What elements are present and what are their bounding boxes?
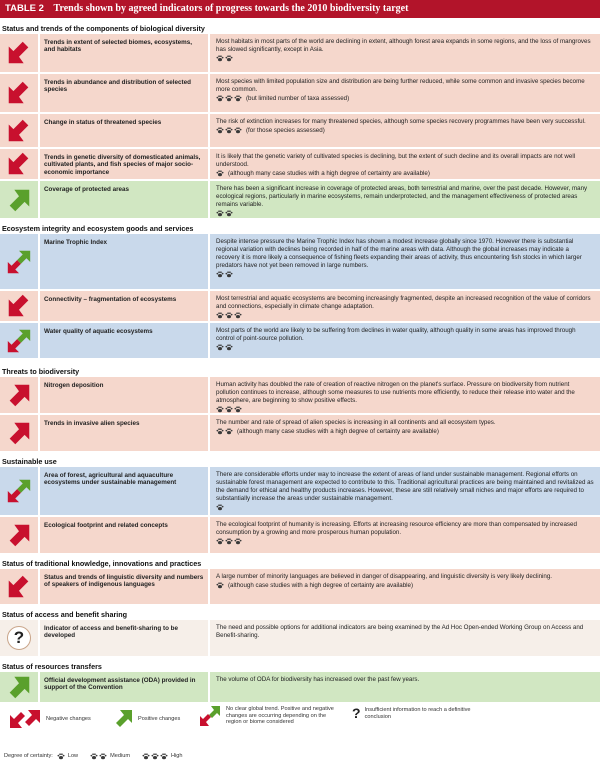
indicator-name: Ecological footprint and related concepts — [40, 517, 208, 553]
table-row — [0, 181, 600, 218]
certainty-paw-icon — [225, 406, 233, 413]
certainty-note: (for those species assessed) — [246, 127, 325, 135]
certainty-paw-icon — [216, 428, 224, 435]
certainty-indicator — [216, 170, 430, 178]
certainty-note: (although many case studies with a high degree of certainty are available) — [237, 428, 439, 436]
certainty-paw-icon — [225, 95, 233, 102]
indicator-name: Marine Trophic Index — [40, 234, 208, 289]
indicator-description — [210, 415, 600, 451]
certainty-paw-icon — [225, 210, 233, 217]
certainty-paw-icon — [160, 753, 168, 760]
negative-trend-icon — [5, 117, 33, 145]
description-text: It is likely that the genetic variety of cultivated species is declining, but the extent of such decline and its overall impacts are not well understood. — [216, 153, 576, 169]
certainty-paw-icon — [234, 95, 242, 102]
indicator-description — [210, 74, 600, 112]
trend-cell — [0, 467, 38, 515]
section-heading: Threats to biodiversity — [2, 367, 80, 376]
description-text: Most habitats in most parts of the world are declining in extent, although forest area expands in some regions, and the loss of mangroves has slowed significantly, except in Asia. — [216, 38, 591, 54]
certainty-indicator — [216, 538, 243, 546]
indicator-name: Trends in genetic diversity of domesticated animals, cultivated plants, and fish species of major socio-economic importance — [40, 149, 208, 179]
negative-trend-icon — [5, 573, 33, 601]
indicator-name: Official development assistance (ODA) provided in support of the Convention — [40, 672, 208, 702]
certainty-indicator — [216, 504, 225, 512]
certainty-indicator — [216, 428, 439, 436]
certainty-paw-icon — [234, 406, 242, 413]
certainty-paw-icon — [234, 538, 242, 545]
certainty-paw-icon — [90, 753, 98, 760]
table-row — [0, 569, 600, 604]
table-row — [0, 74, 600, 112]
trend-cell — [0, 620, 38, 656]
certainty-indicator — [216, 271, 234, 279]
certainty-paw-icon — [225, 312, 233, 319]
legend-negative: Negative changes — [8, 708, 91, 730]
section-heading: Status of traditional knowledge, innovations and practices — [2, 559, 202, 568]
negative-trend-icon — [5, 150, 33, 178]
trend-cell — [0, 377, 38, 413]
indicator-description — [210, 34, 600, 72]
table-row — [0, 620, 600, 656]
trend-cell — [0, 672, 38, 702]
table-row — [0, 291, 600, 321]
trend-cell — [0, 234, 38, 289]
indicator-description — [210, 149, 600, 179]
negative-trend-icon — [5, 419, 33, 447]
certainty-paw-icon — [234, 127, 242, 134]
description-text: The volume of ODA for biodiversity has increased over the past few years. — [216, 676, 420, 683]
certainty-paw-icon — [216, 538, 224, 545]
legend-certainty: Degree of certainty: Low Medium High — [4, 752, 183, 759]
description-text: The number and rate of spread of alien species is increasing in all continents and all ecosystem types. — [216, 419, 496, 426]
indicator-name: Water quality of aquatic ecosystems — [40, 323, 208, 358]
indicator-name: Connectivity – fragmentation of ecosystems — [40, 291, 208, 321]
certainty-paw-icon — [225, 344, 233, 351]
certainty-paw-icon — [234, 312, 242, 319]
description-text: There are considerable efforts under way to increase the extent of areas of land under sustainable management. Regional efforts on sustainable forest management are expected to contribute to this. Traditional agricultural practices are being maintained and revitalized as the demand for ethical and healthy products increases. However, these are still relatively small niches and major efforts are required to substantially increase the areas under sustainable management. — [216, 471, 594, 503]
question-icon: ? — [352, 705, 361, 721]
certainty-indicator — [216, 95, 349, 103]
mixed-trend-icon — [5, 327, 33, 355]
legend-unknown: ? Insufficient information to reach a definitive conclusion — [352, 705, 471, 721]
table-row — [0, 34, 600, 72]
mixed-trend-icon — [5, 477, 33, 505]
negative-trend-icon — [5, 381, 33, 409]
description-text: A large number of minority languages are believed in danger of disappearing, and linguistic diversity is very likely declining. — [216, 573, 553, 580]
table-row — [0, 377, 600, 413]
certainty-indicator — [216, 210, 234, 218]
certainty-paw-icon — [216, 406, 224, 413]
certainty-paw-icon — [216, 312, 224, 319]
section-heading: Status of access and benefit sharing — [2, 610, 128, 619]
certainty-paw-icon — [216, 504, 224, 511]
indicator-description — [210, 114, 600, 147]
certainty-paw-icon — [151, 753, 159, 760]
indicator-name: Trends in invasive alien species — [40, 415, 208, 451]
certainty-paw-icon — [216, 55, 224, 62]
indicator-description — [210, 234, 600, 289]
certainty-note: (although many case studies with a high degree of certainty are available) — [228, 170, 430, 178]
certainty-indicator — [216, 344, 234, 352]
trend-cell — [0, 181, 38, 218]
indicator-name: Change in status of threatened species — [40, 114, 208, 147]
certainty-paw-icon — [216, 95, 224, 102]
description-text: Most species with limited population size and distribution are being further reduced, while some common and invasive species become more common. — [216, 78, 585, 94]
trend-cell — [0, 569, 38, 604]
section-heading: Status of resources transfers — [2, 662, 102, 671]
trend-cell — [0, 74, 38, 112]
indicator-description — [210, 291, 600, 321]
trend-cell — [0, 34, 38, 72]
certainty-paw-icon — [225, 538, 233, 545]
certainty-paw-icon — [225, 127, 233, 134]
table-row — [0, 672, 600, 702]
certainty-paw-icon — [99, 753, 107, 760]
indicator-description — [210, 467, 600, 515]
indicator-description — [210, 620, 600, 656]
legend-positive: Positive changes — [112, 708, 180, 730]
description-text: Most terrestrial and aquatic ecosystems are becoming increasingly fragmented, despite an increased recognition of the value of corridors and connections, especially in climate change adaptation. — [216, 295, 591, 311]
table-row — [0, 517, 600, 553]
table-row — [0, 467, 600, 515]
mixed-arrows-icon — [198, 704, 222, 728]
table-title — [0, 0, 600, 18]
indicator-description — [210, 569, 600, 604]
section-heading: Sustainable use — [2, 457, 57, 466]
description-text: The risk of extinction increases for many threatened species, although some species recovery programmes have been very successful. — [216, 118, 586, 125]
indicator-description — [210, 377, 600, 413]
legend — [0, 700, 600, 767]
positive-trend-icon — [5, 186, 33, 214]
table-row — [0, 234, 600, 289]
indicator-name: Status and trends of linguistic diversity and numbers of speakers of indigenous languages — [40, 569, 208, 604]
indicator-name: Coverage of protected areas — [40, 181, 208, 218]
certainty-paw-icon — [216, 210, 224, 217]
trend-cell — [0, 291, 38, 321]
certainty-indicator — [216, 127, 325, 135]
negative-arrows-icon — [8, 708, 42, 730]
table-title-text: Trends shown by agreed indicators of progress towards the 2010 biodiversity target — [53, 3, 409, 14]
certainty-indicator — [216, 312, 243, 320]
description-text: The ecological footprint of humanity is increasing. Efforts at increasing resource efficiency are more than compensated by increased consumption by a growing and more prosperous human population. — [216, 521, 577, 537]
legend-mixed: No clear global trend. Positive and negative changes are occurring depending on the region or biome considered — [198, 704, 343, 728]
description-text: The need and possible options for additional indicators are being examined by the Ad Hoc Open-ended Working Group on Access and Benefit-sharing. — [216, 624, 584, 640]
trend-cell — [0, 149, 38, 179]
negative-trend-icon — [5, 521, 33, 549]
question-icon: ? — [7, 626, 31, 650]
certainty-paw-icon — [142, 753, 150, 760]
indicator-description — [210, 517, 600, 553]
table-row — [0, 114, 600, 147]
certainty-paw-icon — [225, 428, 233, 435]
indicator-description — [210, 672, 600, 702]
section-heading: Status and trends of the components of biological diversity — [2, 24, 205, 33]
certainty-medium-icons — [90, 753, 108, 761]
certainty-paw-icon — [216, 582, 224, 589]
certainty-paw-icon — [216, 127, 224, 134]
certainty-indicator — [216, 55, 234, 63]
description-text: There has been a significant increase in coverage of protected areas, both terrestrial and marine, over the past decade. However, many ecological regions, particularly in marine ecosystems, remain underprotected, and the management effectiveness of protected areas remains variable. — [216, 185, 588, 209]
certainty-paw-icon — [216, 271, 224, 278]
certainty-paw-icon — [225, 271, 233, 278]
certainty-paw-icon — [57, 753, 65, 760]
certainty-paw-icon — [216, 170, 224, 177]
indicator-name: Indicator of access and benefit-sharing to be developed — [40, 620, 208, 656]
mixed-trend-icon — [5, 248, 33, 276]
certainty-indicator — [216, 406, 243, 414]
table-row — [0, 323, 600, 358]
negative-trend-icon — [5, 39, 33, 67]
description-text: Despite intense pressure the Marine Trophic Index has shown a modest increase globally since 1970. However there is substantial regional variation with declines being recorded in half of the marine areas with data. Although the global increases may indicate a recovery it is more likely a consequence of fishing fleets expanding their areas of activity, thus encountering fish stocks in which larger predators have not yet been removed in large numbers. — [216, 238, 582, 270]
certainty-paw-icon — [216, 344, 224, 351]
certainty-paw-icon — [225, 55, 233, 62]
certainty-note: (although case studies with a high degree of certainty are available) — [228, 582, 414, 590]
indicator-description — [210, 181, 600, 218]
positive-arrow-icon — [112, 708, 134, 730]
section-heading: Ecosystem integrity and ecosystem goods and services — [2, 224, 194, 233]
indicator-name: Trends in abundance and distribution of selected species — [40, 74, 208, 112]
table-row — [0, 415, 600, 451]
description-text: Human activity has doubled the rate of creation of reactive nitrogen on the planet's surface. Pressure on biodiversity from nutrient pollution continues to increase, although some measures to use nutrients more efficiently, to reduce their release into water and the atmosphere, are beginning to show positive effects. — [216, 381, 575, 405]
certainty-note: (but limited number of taxa assessed) — [246, 95, 350, 103]
negative-trend-icon — [5, 292, 33, 320]
trend-cell — [0, 323, 38, 358]
trend-cell — [0, 517, 38, 553]
indicator-name: Trends in extent of selected biomes, ecosystems, and habitats — [40, 34, 208, 72]
indicator-name: Nitrogen deposition — [40, 377, 208, 413]
indicator-name: Area of forest, agricultural and aquaculture ecosystems under sustainable management — [40, 467, 208, 515]
trend-cell — [0, 415, 38, 451]
positive-trend-icon — [5, 673, 33, 701]
table-label: TABLE 2 — [5, 3, 44, 14]
certainty-high-icons — [142, 753, 169, 761]
trend-cell — [0, 114, 38, 147]
certainty-low-icons — [57, 753, 66, 761]
certainty-indicator — [216, 582, 413, 590]
negative-trend-icon — [5, 79, 33, 107]
table-row — [0, 149, 600, 179]
indicator-description — [210, 323, 600, 358]
description-text: Most parts of the world are likely to be suffering from declines in water quality, although quality in some areas has improved through control of point-source pollution. — [216, 327, 576, 343]
